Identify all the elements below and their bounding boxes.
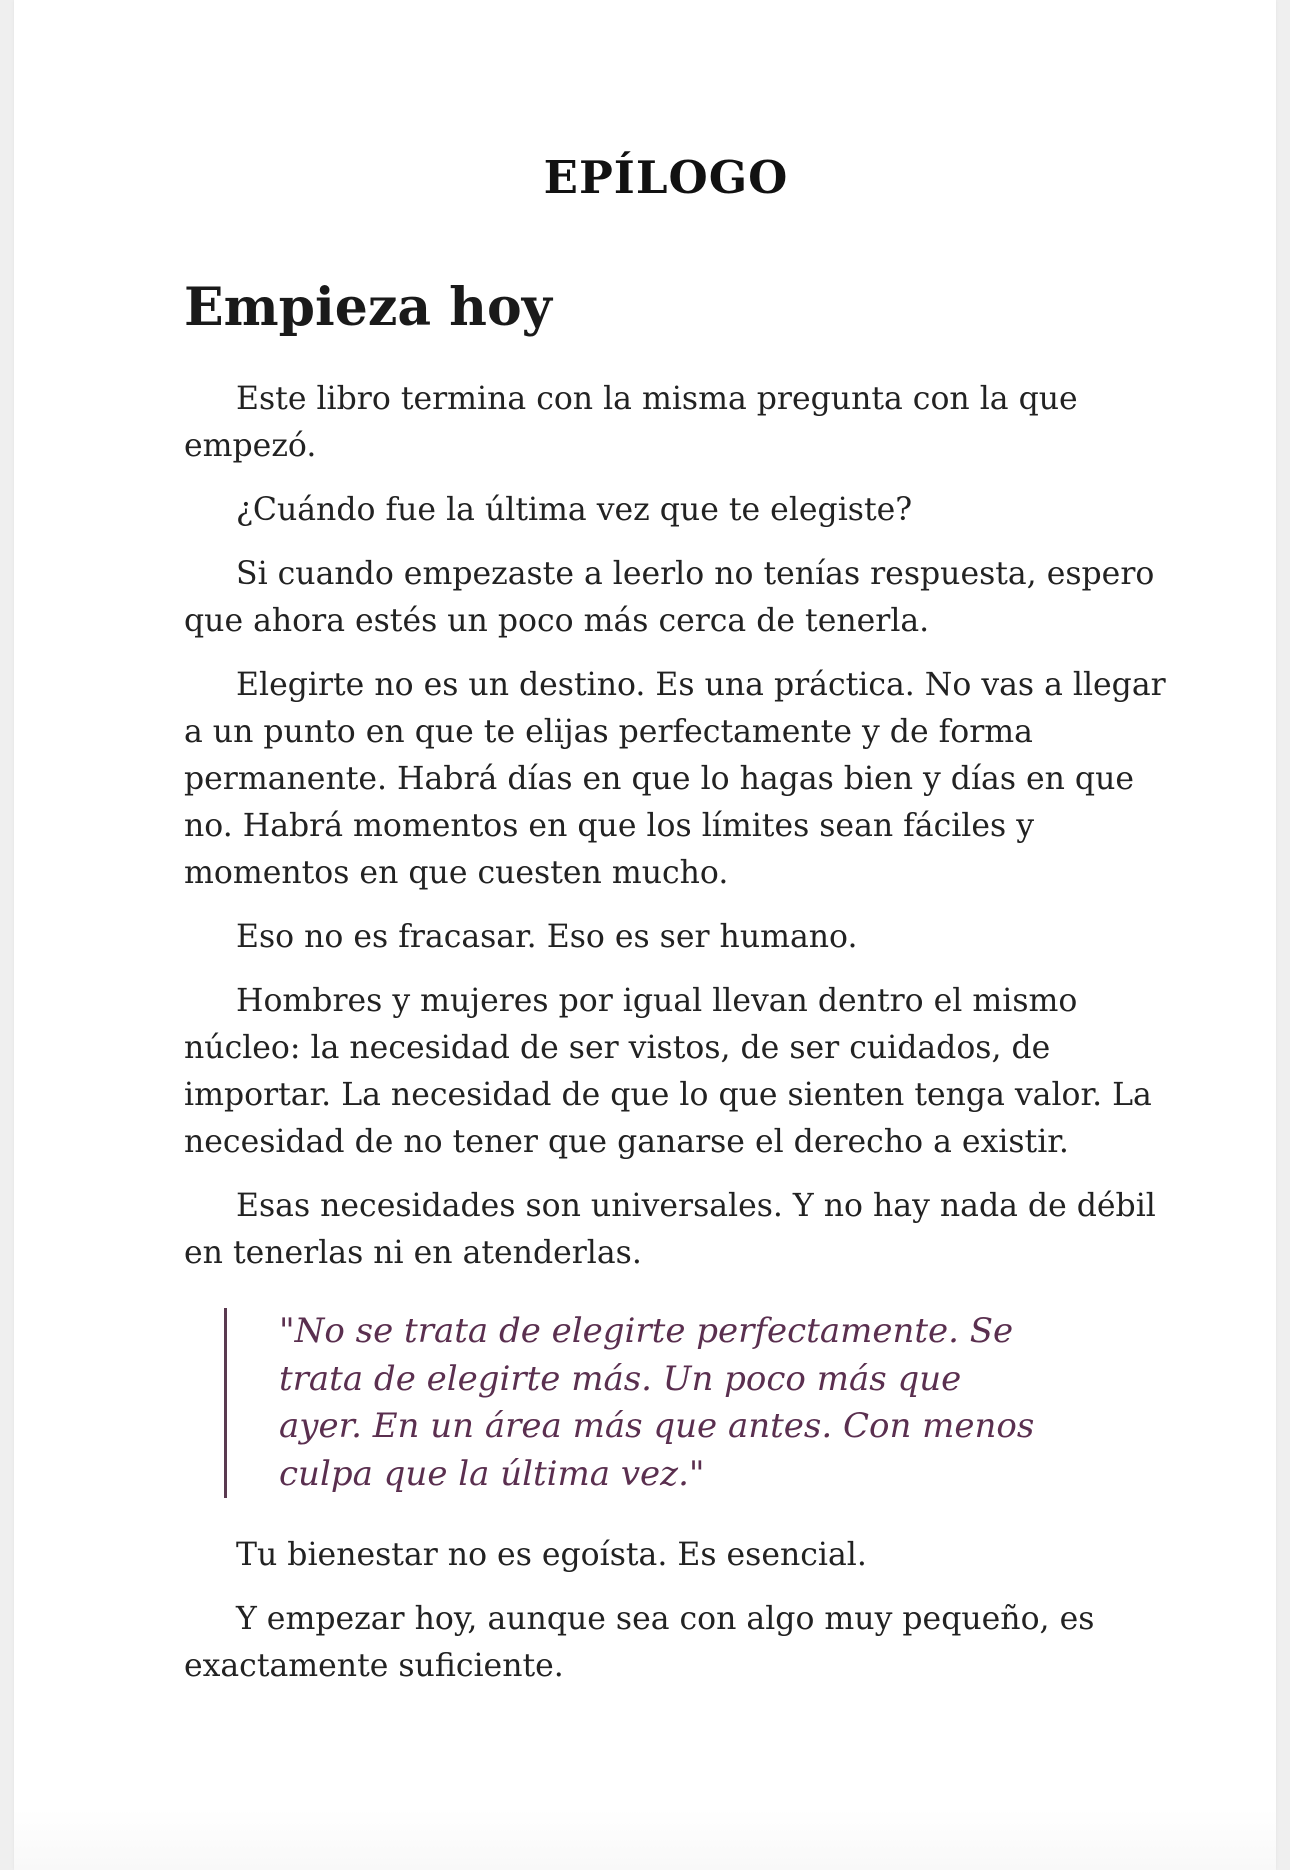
paragraph: ¿Cuándo fue la última vez que te elegiste? xyxy=(236,492,913,528)
chapter-title: Empieza hoy xyxy=(184,277,552,338)
paragraph: Esas necesidades son universales. Y no hay nada de débil en tenerlas ni en atenderlas. xyxy=(184,1188,1156,1271)
chapter-label: EPÍLOGO xyxy=(543,151,789,204)
page-bottom-fade xyxy=(14,1810,1276,1870)
chapter-body xyxy=(184,376,1169,1707)
paragraph: Y empezar hoy, aunque sea con algo muy pequeño, es exactamente suficiente. xyxy=(184,1601,1095,1684)
paragraph: Elegirte no es un destino. Es una práctica. No vas a llegar a un punto en que te elijas perfectamente y de forma permanente. Habrá días en que lo hagas bien y días en que no. Habrá momentos en que los límites sean fáciles y momentos en que cuesten mucho. xyxy=(184,667,1166,891)
paragraph: Hombres y mujeres por igual llevan dentro el mismo núcleo: la necesidad de ser vistos, de ser cuidados, de importar. La necesidad de que lo que sienten tenga valor. La necesidad de no tener que ganarse el derecho a existir. xyxy=(184,983,1152,1160)
paragraph: Eso no es fracasar. Eso es ser humano. xyxy=(236,919,858,955)
book-page xyxy=(14,0,1276,1870)
pull-quote: "No se trata de elegirte perfectamente. Se trata de elegirte más. Un poco más que ayer. En un área más que antes. Con menos culpa que la última vez." xyxy=(224,1308,1059,1498)
paragraph: Tu bienestar no es egoísta. Es esencial. xyxy=(236,1537,867,1573)
paragraph: Si cuando empezaste a leerlo no tenías respuesta, espero que ahora estés un poco más cerca de tenerla. xyxy=(184,556,1155,639)
paragraph: Este libro termina con la misma pregunta con la que empezó. xyxy=(184,381,1078,464)
